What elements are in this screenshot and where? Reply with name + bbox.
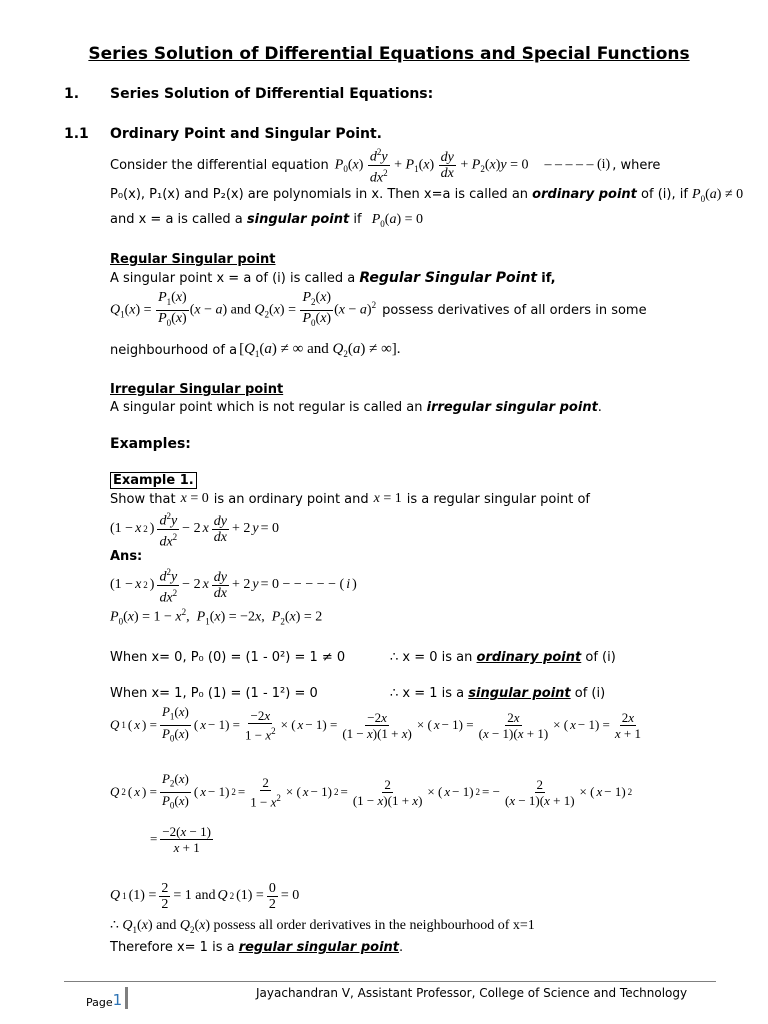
neighbourhood-condition: [$Q_1(a)$ ≠ ∞ and $Q_2(a)$ ≠ ∞]. bbox=[239, 341, 401, 359]
conclusion-text-2: of (i) bbox=[585, 650, 616, 665]
ordinary-point-emph: ordinary point bbox=[476, 650, 582, 665]
example-statement bbox=[110, 491, 590, 507]
subsection-number: 1.1 bbox=[64, 126, 89, 142]
neighbourhood-line bbox=[110, 338, 401, 362]
conclusion-text-4: of (i) bbox=[574, 686, 606, 701]
examples-heading: Examples: bbox=[110, 436, 191, 452]
show-text-3: is a regular singular point of bbox=[406, 491, 590, 507]
q1-derivation: Q 1 ( x ) = $\frac{P_1(x)}{P_0(x)}$ ( x − 1) = $\frac{-2x}{1 - x^2}$ × ( x − 1) = $\frac{-2x}{(1 - x)(1 + x)}$ × ( x − 1) = $\frac{2x}{(x - 1)(x + 1)}$ × ( x − 1) = $\frac{2x}{x + 1}$ bbox=[110, 703, 641, 744]
document-title: Series Solution of Differential Equations and Special Functions bbox=[88, 44, 690, 64]
regular-singular-emph: regular singular point bbox=[238, 940, 399, 955]
conclusion-text-3: ∴ x = 1 is a bbox=[390, 686, 465, 701]
irregular-term: irregular singular point bbox=[426, 400, 598, 415]
page-number: 1 bbox=[112, 991, 123, 1009]
q-values: Q 1 (1) = $\frac{2}{2}$ = 1 and Q 2 (1) = $\frac{0}{2}$ = 0 bbox=[110, 880, 300, 912]
irregular-definition bbox=[110, 400, 602, 415]
x-equals-1: x = 1 bbox=[373, 491, 402, 506]
possess-line-text: possess all order derivatives in the neighbourhood of x=1 bbox=[213, 918, 535, 933]
singular-conclusion bbox=[390, 686, 605, 701]
regular-heading: Regular Singular point bbox=[110, 252, 276, 267]
page-number-block bbox=[86, 987, 128, 1009]
irregular-period: . bbox=[597, 400, 602, 415]
regular-term: Regular Singular Point bbox=[359, 270, 538, 286]
irregular-text: A singular point which is not regular is called an bbox=[110, 400, 423, 415]
regular-if: if, bbox=[541, 271, 556, 286]
regular-text: A singular point x = a of (i) is called a bbox=[110, 271, 356, 286]
footer-author: Jayachandran V, Assistant Professor, College of Science and Technology bbox=[256, 986, 688, 1000]
possess-text: possess derivatives of all orders in some bbox=[382, 302, 647, 318]
page-label: Page bbox=[86, 996, 113, 1009]
when-x0-line: When x= 0, P₀ (0) = (1 - 0²) = 1 ≠ 0 bbox=[110, 650, 346, 665]
singular-text: and x = a is called a bbox=[110, 212, 243, 227]
therefore-text: Therefore x= 1 is a bbox=[110, 940, 235, 955]
where-text: , where bbox=[612, 157, 661, 173]
show-text: Show that bbox=[110, 491, 176, 507]
ans-label: Ans: bbox=[110, 549, 143, 564]
ordinary-point-term: ordinary point bbox=[532, 187, 637, 202]
q-definitions bbox=[110, 290, 647, 330]
regular-definition bbox=[110, 270, 556, 286]
polynomials-line bbox=[110, 187, 743, 204]
q2-derivation: Q 2 ( x ) = $\frac{P_2(x)}{P_0(x)}$ ( x − 1) 2 = $\frac{2}{1 - x^2}$ × ( x − 1) 2 = $\frac{2}{(1 - x)(1 + x)}$ × ( x − 1) 2 = − $\frac{2}{(x - 1)(x + 1)}$ × ( x − 1) 2 bbox=[110, 770, 633, 811]
singular-point-emph: singular point bbox=[468, 686, 571, 701]
p-coefficients: $P_0(x) = 1 - x^2$, $P_1(x) = -2x$, $P_2(x) = 2$ bbox=[110, 607, 323, 627]
therefore-line bbox=[110, 940, 403, 955]
possess-line: ∴ $Q_1(x)$ and $Q_2(x)$ possess all order derivatives in the neighbourhood of x=1 bbox=[110, 918, 535, 935]
polys-text: P₀(x), P₁(x) and P₂(x) are polynomials in x. Then x=a is called an bbox=[110, 187, 529, 202]
x-equals-0: x = 0 bbox=[180, 491, 209, 506]
example-ode: (1 − x 2 ) $\frac{d^2y}{dx^2}$ − 2 x $\frac{dy}{dx}$ + 2 y = 0 bbox=[110, 510, 280, 550]
irregular-heading: Irregular Singular point bbox=[110, 382, 284, 397]
equation-tag: – – – – – (i) bbox=[544, 157, 611, 172]
consider-text: Consider the differential equation bbox=[110, 157, 329, 173]
footer-rule bbox=[64, 981, 716, 982]
ordinary-conclusion bbox=[390, 650, 616, 665]
answer-ode: (1 − x 2 ) $\frac{d^2y}{dx^2}$ − 2 x $\frac{dy}{dx}$ + 2 y = 0 − − − − − ( i ) bbox=[110, 566, 357, 606]
singular-text-2: if bbox=[353, 212, 362, 227]
therefore-period: . bbox=[399, 940, 404, 955]
q2-result: = $\frac{-2(x - 1)}{x + 1}$ bbox=[150, 823, 211, 855]
ordinary-condition: $P_0(a) \ne 0$ bbox=[692, 187, 744, 204]
conclusion-text: ∴ x = 0 is an bbox=[390, 650, 473, 665]
show-text-2: is an ordinary point and bbox=[213, 491, 369, 507]
polys-text-2: of (i), if bbox=[641, 187, 688, 202]
ode-equation: $P_0(x)$ $\frac{d^2y}{dx^2}$ + $P_1(x)$ $\frac{dy}{dx}$ + $P_2(x)y = 0$ bbox=[334, 146, 529, 186]
when-x1-line: When x= 1, P₀ (1) = (1 - 1²) = 0 bbox=[110, 686, 318, 701]
neighbourhood-text: neighbourhood of a bbox=[110, 342, 238, 358]
subsection-title: Ordinary Point and Singular Point. bbox=[110, 126, 382, 142]
example-label: Example 1. bbox=[110, 472, 197, 489]
singular-point-term: singular point bbox=[246, 212, 350, 227]
ode-definition-line bbox=[110, 146, 660, 184]
section-number: 1. bbox=[64, 86, 80, 102]
section-title: Series Solution of Differential Equations: bbox=[110, 86, 434, 102]
singular-condition: $P_0(a) = 0$ bbox=[371, 212, 424, 229]
q1-definition: $Q_1(x)$ = $\frac{P_1(x)}{P_0(x)}$ (x − a) and $Q_2(x)$ = $\frac{P_2(x)}{P_0(x)}$ $(x - a)^2$ bbox=[110, 289, 377, 328]
singular-line bbox=[110, 212, 423, 229]
